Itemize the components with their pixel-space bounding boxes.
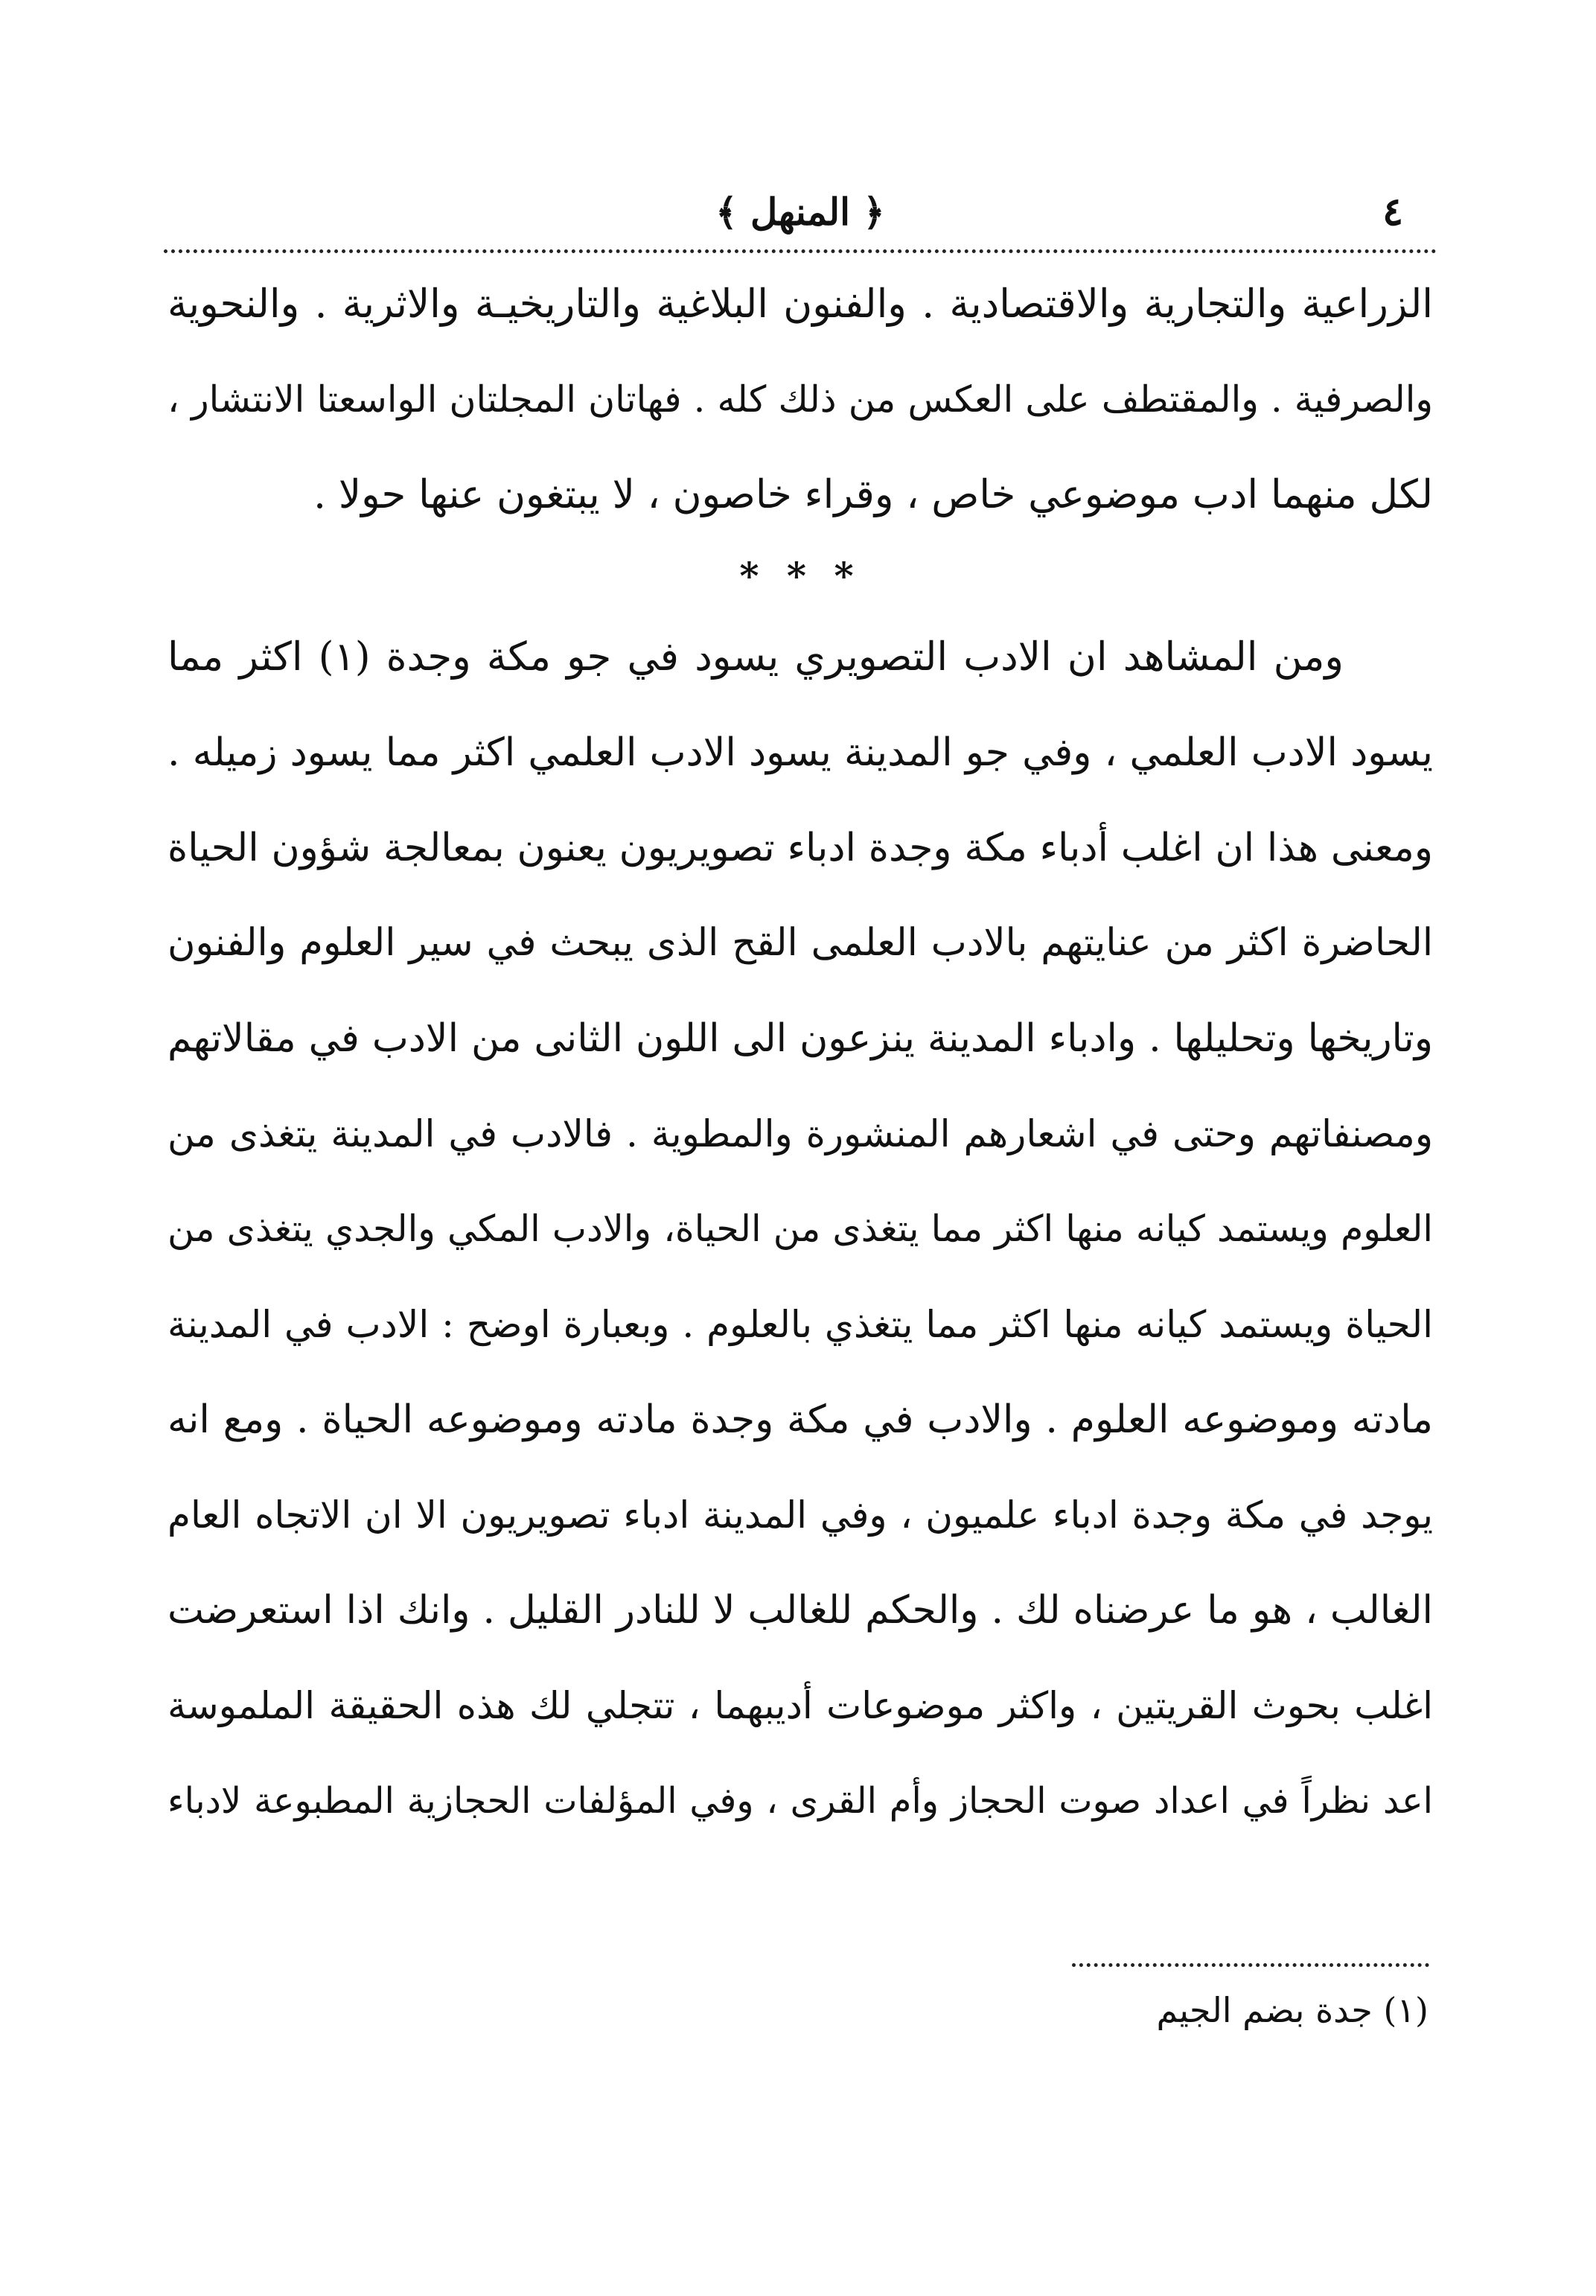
text-line: اعد نظراً في اعداد صوت الحجاز وأم القرى ، وفي المؤلفات الحجازية المطبوعة لادباء bbox=[167, 1780, 1433, 1822]
page-number: ٤ bbox=[1382, 189, 1403, 235]
journal-title: ﴿ المنهل ﴾ bbox=[715, 190, 885, 234]
text-line: ومصنفاتهم وحتى في اشعارهم المنشورة والمطوية . فالادب في المدينة يتغذى من bbox=[167, 1112, 1433, 1155]
paragraph-2 bbox=[167, 610, 1433, 1849]
text-line: ومعنى هذا ان اغلب أدباء مكة وجدة ادباء تصويريون يعنون بمعالجة شؤون الحياة bbox=[167, 826, 1433, 870]
text-line: يسود الادب العلمي ، وفي جو المدينة يسود الادب العلمي اكثر مما يسود زميله . bbox=[167, 730, 1433, 775]
text-line: الغالب ، هو ما عرضناه لك . والحكم للغالب لا للنادر القليل . وانك اذا استعرضت bbox=[167, 1588, 1433, 1633]
footnote: (١) جدة بضم الجيم bbox=[1156, 1990, 1429, 2030]
text-line: وتاريخها وتحليلها . وادباء المدينة ينزعون الى اللون الثانى من الادب في مقالاتهم bbox=[167, 1016, 1433, 1061]
text-line: يوجد في مكة وجدة ادباء علميون ، وفي المدينة ادباء تصويريون الا ان الاتجاه العام bbox=[167, 1493, 1433, 1537]
page-header bbox=[167, 182, 1433, 242]
text-line: الحاضرة اكثر من عنايتهم بالادب العلمى القح الذى يبحث في سير العلوم والفنون bbox=[167, 921, 1433, 965]
text-line: ومن المشاهد ان الادب التصويري يسود في جو مكة وجدة (١) اكثر مما bbox=[167, 634, 1344, 680]
text-line: الحياة ويستمد كيانه منها اكثر مما يتغذي بالعلوم . وبعبارة اوضح : الادب في المدينة bbox=[167, 1303, 1433, 1346]
text-line: العلوم ويستمد كيانه منها اكثر مما يتغذى من الحياة، والادب المكي والجدي يتغذى من bbox=[167, 1208, 1433, 1250]
text-line: اغلب بحوث القريتين ، واكثر موضوعات أديبهما ، تتجلي لك هذه الحقيقة الملموسة bbox=[167, 1684, 1433, 1727]
footnote-divider bbox=[1072, 1963, 1429, 1967]
text-line: والصرفية . والمقتطف على العكس من ذلك كله . فهاتان المجلتان الواسعتا الانتشار ، bbox=[167, 378, 1433, 421]
section-separator: * * * bbox=[739, 554, 861, 598]
text-line: مادته وموضوعه العلوم . والادب في مكة وجدة مادته وموضوعه الحياة . ومع انه bbox=[167, 1397, 1433, 1442]
text-line: لكل منهما ادب موضوعي خاص ، وقراء خاصون ، لا يبتغون عنها حولا . bbox=[313, 472, 1433, 517]
paragraph-1 bbox=[167, 257, 1433, 543]
body-text bbox=[167, 257, 1433, 1849]
header-divider bbox=[164, 249, 1437, 253]
text-line: الزراعية والتجارية والاقتصادية . والفنون البلاغية والتاريخيـة والاثرية . والنحوية bbox=[167, 281, 1433, 327]
